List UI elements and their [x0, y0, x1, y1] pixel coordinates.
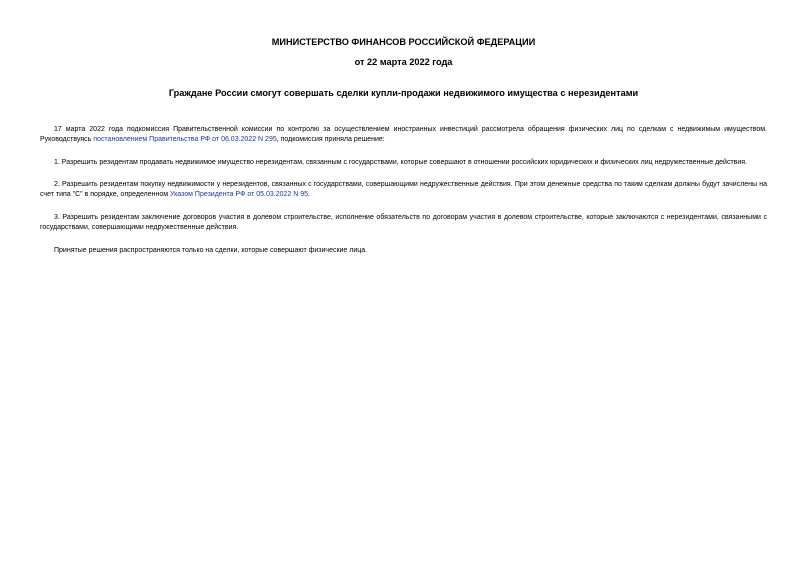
organization-header: МИНИСТЕРСТВО ФИНАНСОВ РОССИЙСКОЙ ФЕДЕРАЦИИ [271, 37, 536, 47]
document-body [40, 125, 767, 256]
link-presidential-decree-95[interactable]: Указом Президента РФ от 05.03.2022 N 95 [169, 191, 309, 198]
document-title: Граждане России смогут совершать сделки купли-продажи недвижимого имущества с нерезидентами [168, 88, 639, 98]
document-date: от 22 марта 2022 года [354, 57, 453, 67]
paragraph-conclusion: Принятые решения распространяются только на сделки, которые совершают физические лица. [54, 247, 368, 254]
paragraph-item-3: 3. Разрешить резидентам заключение договоров участия в долевом строительстве, исполнение обязательств по договорам участия в долевом строительстве, которые заключаются с нерезидентами, связанными с государствами, совершающими недружественные действия. [40, 214, 767, 231]
paragraph-intro-text-after: , подкомиссия приняла решение: [276, 136, 385, 143]
link-government-decree-295[interactable]: постановлением Правительства РФ от 06.03.2022 N 295 [93, 136, 277, 143]
paragraph-item-2-text-after: . [308, 191, 310, 198]
paragraph-item-2-text-before: 2. Разрешить резидентам покупку недвижимости у нерезидентов, связанных с государствами, совершающими недружественные действия. При этом денежные средства по таким сделкам должны будут зачислены на счет типа "С" в порядке, определенном [40, 181, 767, 198]
paragraph-intro-text-before: 17 марта 2022 года подкомиссия Правительственной комиссии по контролю за осуществлением иностранных инвестиций рассмотрела обращения физических лиц по сделкам с недвижимым имуществом. Руководствуясь [40, 126, 767, 143]
paragraph-item-1: 1. Разрешить резидентам продавать недвижимое имущество нерезидентам, связанным с государствами, которые совершают в отношении российских юридических и физических лиц недружественные действия. [54, 159, 748, 166]
paragraph-intro [40, 125, 767, 145]
paragraph-item-2 [40, 180, 767, 200]
